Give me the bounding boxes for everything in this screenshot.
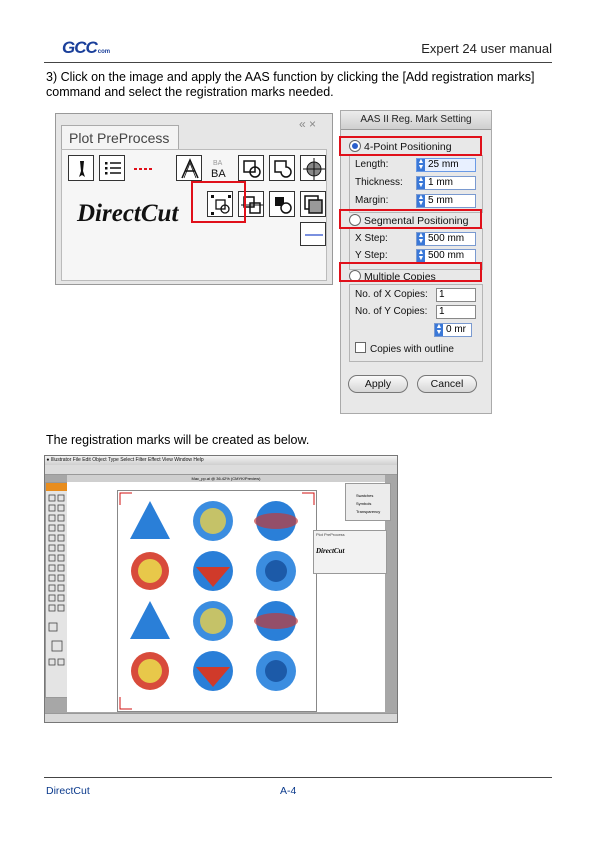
svg-text:BA: BA — [211, 168, 226, 180]
stepper-arrows-icon[interactable]: ▲ ▼ — [417, 232, 425, 245]
thickness-stepper[interactable] — [416, 176, 476, 190]
line-tool-icon[interactable] — [300, 222, 326, 246]
multiple-copies-highlight — [339, 262, 482, 282]
list-tool-icon[interactable] — [99, 155, 125, 181]
thickness-value: 1 mm — [428, 177, 453, 188]
dialog-title: AAS II Reg. Mark Setting — [341, 111, 491, 130]
page-number: A-4 — [280, 785, 297, 797]
xstep-label: X Step: — [355, 233, 388, 244]
footer-product: DirectCut — [46, 785, 90, 797]
doc-tab[interactable]: Mac_pp.ai @ 36.42% (CMYK/Preview) — [67, 475, 385, 482]
swatches-panel[interactable] — [345, 483, 391, 521]
step3-line1: 3) Click on the image and apply the AAS function by clicking the [Add registration marks] — [46, 70, 535, 84]
illustrator-control-bar — [45, 465, 397, 475]
xstep-stepper[interactable] — [416, 232, 476, 246]
panel-tab[interactable] — [61, 125, 179, 149]
registration-tool-highlight — [191, 181, 246, 223]
four-point-label: 4-Point Positioning — [364, 141, 452, 153]
stepper-arrows-icon[interactable]: ▲ ▼ — [417, 158, 425, 171]
cut-tool-icon[interactable] — [68, 155, 94, 181]
registration-target-tool-icon[interactable] — [300, 155, 326, 181]
margin-label: Margin: — [355, 195, 389, 206]
panel-window-controls[interactable]: « × — [299, 117, 317, 131]
gcc-logo — [62, 38, 110, 58]
mini-plot-preprocess-panel[interactable] — [313, 530, 387, 574]
panel-item[interactable]: Swatches — [356, 493, 374, 498]
aas-reg-mark-dialog — [340, 110, 492, 414]
stepper-arrows-icon[interactable]: ▲ ▼ — [417, 194, 425, 207]
length-stepper[interactable] — [416, 158, 476, 172]
union-shape-tool-icon[interactable] — [269, 155, 295, 181]
panel-item[interactable]: Symbols — [356, 501, 372, 506]
toolbox-tools-icon[interactable] — [46, 483, 68, 697]
cancel-button[interactable]: Cancel — [417, 375, 477, 393]
mini-pp-title: Plot PreProcess — [316, 532, 345, 537]
xstep-value: 500 mm — [428, 233, 465, 244]
panel-item[interactable]: Transparency — [356, 509, 381, 514]
ystep-label: Y Step: — [355, 250, 388, 261]
spacing-value: 0 mr — [446, 324, 466, 335]
plot-preprocess-panel — [55, 113, 333, 285]
outline-text-tool-icon[interactable] — [176, 155, 202, 181]
four-point-highlight — [339, 136, 482, 156]
dashed-line-tool-icon[interactable] — [130, 155, 156, 181]
illustrator-status-bar — [45, 713, 397, 723]
margin-value: 5 mm — [428, 195, 453, 206]
thickness-label: Thickness: — [355, 177, 403, 188]
ystep-value: 500 mm — [428, 250, 465, 261]
artboard-canvas[interactable] — [67, 482, 385, 712]
copies-outline-checkbox[interactable] — [355, 342, 366, 353]
ba-text-tool-icon[interactable] — [207, 155, 233, 181]
footer-rule — [44, 777, 552, 778]
weed-shape-tool-icon[interactable] — [269, 191, 295, 217]
offset-shape-tool-icon[interactable] — [238, 155, 264, 181]
registration-marks-artwork — [118, 491, 316, 711]
copies-spacing-stepper[interactable] — [434, 323, 472, 337]
result-caption: The registration marks will be created as below. — [46, 433, 310, 447]
header-rule — [44, 62, 552, 63]
stack-tool-icon[interactable] — [300, 191, 326, 217]
y-copies-label: No. of Y Copies: — [355, 306, 428, 317]
multiple-copies-label: Multiple Copies — [364, 271, 436, 283]
x-copies-label: No. of X Copies: — [355, 289, 428, 300]
margin-stepper[interactable] — [416, 194, 476, 208]
mini-pp-logo: DirectCut — [316, 547, 345, 555]
panel-tab-label: Plot PreProcess — [69, 130, 170, 146]
stepper-arrows-icon[interactable]: ▲ ▼ — [417, 249, 425, 262]
step3-line2: command and select the registration marks needed. — [46, 85, 334, 99]
svg-text:BA: BA — [213, 160, 223, 167]
directcut-logo: DirectCut — [77, 200, 179, 227]
length-value: 25 mm — [428, 159, 459, 170]
segmental-label: Segmental Positioning — [364, 215, 469, 227]
artboard — [117, 490, 317, 712]
apple-icon: ● — [46, 457, 50, 463]
ystep-stepper[interactable] — [416, 249, 476, 263]
length-label: Length: — [355, 159, 389, 170]
manual-title: Expert 24 user manual — [421, 41, 552, 56]
stepper-arrows-icon[interactable]: ▲ ▼ — [435, 323, 443, 336]
copies-outline-option[interactable] — [355, 342, 454, 355]
apply-button[interactable]: Apply — [348, 375, 408, 393]
segmental-highlight — [339, 209, 482, 229]
logo-suffix: com — [97, 49, 111, 55]
copies-outline-label: Copies with outline — [370, 344, 454, 355]
y-copies-input[interactable]: 1 — [436, 305, 476, 319]
illustrator-screenshot — [44, 455, 398, 723]
stepper-arrows-icon[interactable]: ▲ ▼ — [417, 176, 425, 189]
x-copies-input[interactable]: 1 — [436, 288, 476, 302]
menubar-text: Illustrator File Edit Object Type Select Filter Effect View Window Help — [50, 457, 204, 463]
logo-text: GCC — [62, 38, 97, 57]
illustrator-toolbox — [45, 482, 69, 698]
illustrator-menubar — [45, 456, 397, 465]
